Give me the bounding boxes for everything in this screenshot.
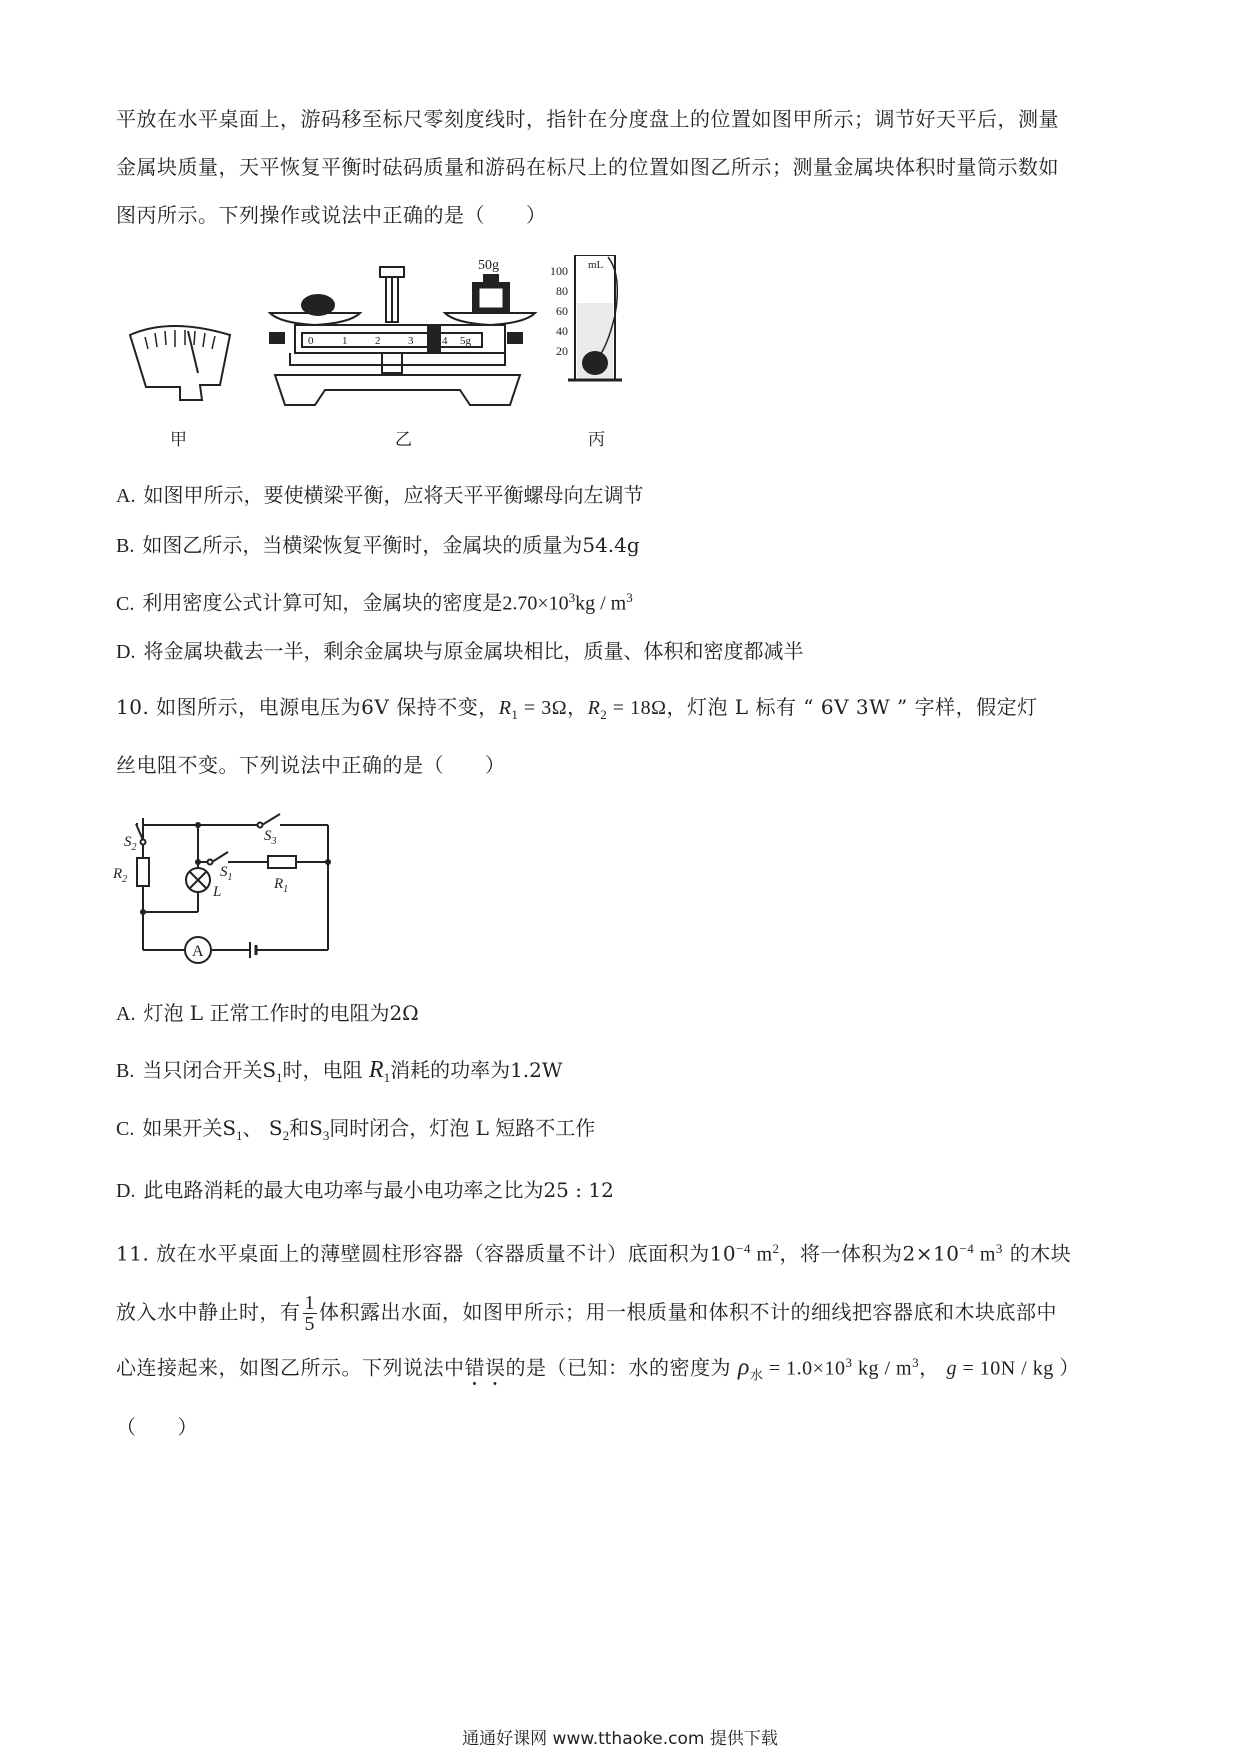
q11-l3-exp2: 3 bbox=[912, 1355, 920, 1370]
q10-r2-val: = 18Ω bbox=[607, 697, 667, 719]
q11-l1c: ，将一体积为2×10 bbox=[779, 1241, 960, 1266]
q11-line-4: （ ） bbox=[116, 1415, 198, 1439]
q10-option-a-text: 灯泡 L 正常工作时的电阻为2Ω bbox=[143, 1001, 419, 1025]
q9-option-d-text: 将金属块截去一半，剩余金属块与原金属块相比，质量、体积和密度都减半 bbox=[143, 639, 804, 663]
q10-option-b-r: R bbox=[368, 1057, 384, 1083]
fraction-one-fifth bbox=[303, 1293, 318, 1334]
q11-l1d: m bbox=[974, 1243, 996, 1266]
q10-option-c: C. 如果开关$S_1$、 $S_2$和$S_3$同时闭合，灯泡 L 短路不工作 bbox=[116, 1116, 596, 1143]
q10-option-b-pre: 当只闭合开关S bbox=[142, 1058, 277, 1082]
q9-option-a-text: 如图甲所示，要使横梁平衡，应将天平平衡螺母向左调节 bbox=[143, 483, 644, 507]
graduated-cylinder bbox=[568, 255, 622, 380]
q9-option-c: C. 利用密度公式计算可知，金属块的密度是$2.70\times 10^3kg / m^3$ bbox=[116, 590, 633, 615]
q11-l1a: 11. 放在水平桌面上的薄壁圆柱形容器（容器质量不计）底面积为10 bbox=[116, 1241, 737, 1266]
q11-error-emphasis: 错误 bbox=[464, 1355, 506, 1380]
q11-l3-exp: 3 bbox=[845, 1355, 853, 1370]
q11-l1e: 的木块 bbox=[1002, 1241, 1072, 1266]
q9-option-a: A. 如图甲所示，要使横梁平衡，应将天平平衡螺母向左调节 bbox=[116, 483, 644, 507]
q11-exp3: −4 bbox=[959, 1241, 975, 1256]
caption-bing: 丙 bbox=[588, 430, 605, 450]
q10-option-c-mid1: 、 S bbox=[242, 1116, 283, 1140]
q10-r1-sub: 1 bbox=[511, 707, 519, 722]
density-unit: kg / m bbox=[575, 592, 627, 615]
q11-l3e: ， bbox=[919, 1355, 947, 1380]
q10-option-b-mid: 时，电阻 bbox=[282, 1058, 369, 1082]
weight-label: 50g bbox=[478, 258, 499, 273]
label-s3: $S_3$ bbox=[264, 828, 277, 847]
label-r1: $R_1$ bbox=[274, 876, 289, 895]
q11-l1b: m bbox=[750, 1243, 773, 1266]
label-r2: $R_2$ bbox=[113, 866, 128, 885]
q10-option-c-mid2: 和S bbox=[289, 1116, 323, 1140]
scale-tick-4: 4 bbox=[442, 335, 448, 347]
q11-l3d: kg / m bbox=[852, 1357, 913, 1380]
page-footer: 通通好课网 www.tthaoke.com 提供下载 bbox=[462, 1729, 778, 1749]
scale-tick-3: 3 bbox=[408, 335, 414, 347]
q9-option-b: B. 如图乙所示，当横梁恢复平衡时，金属块的质量为54.4g bbox=[116, 533, 640, 557]
q11-l2b: 体积露出水面，如图甲所示；用一根质量和体积不计的细线把容器底和木块底部中 bbox=[319, 1300, 1057, 1324]
scale-tick-2: 2 bbox=[375, 335, 381, 347]
q9-option-c-text: 利用密度公式计算可知，金属块的密度是 bbox=[142, 590, 503, 615]
q11-l3f: = 10N / kg ） bbox=[956, 1357, 1080, 1380]
q9-line-1: 平放在水平桌面上，游码移至标尺零刻度线时，指针在分度盘上的位置如图甲所示；调节好天平后，测量 bbox=[116, 107, 1059, 131]
q11-exp2: 2 bbox=[772, 1241, 780, 1256]
q10-r2-sub: 2 bbox=[600, 707, 608, 722]
q10-option-b-sub: 1 bbox=[276, 1070, 283, 1085]
density-unit-exp: 3 bbox=[626, 590, 633, 605]
q10-r1-val: = 3Ω bbox=[518, 697, 568, 719]
fraction-den: 5 bbox=[304, 1313, 315, 1335]
q10-line-2: 丝电阻不变。下列说法中正确的是（ ） bbox=[116, 753, 506, 777]
q11-exp4: 3 bbox=[995, 1241, 1003, 1256]
q11-l3a: 心连接起来，如图乙所示。下列说法中 bbox=[116, 1355, 465, 1380]
density-value: 2.70×10 bbox=[502, 592, 569, 615]
q11-line-1 bbox=[116, 1234, 1071, 1270]
q10-option-d: D. 此电路消耗的最大电功率与最小电功率之比为25 : 12 bbox=[116, 1178, 614, 1202]
q11-line-3 bbox=[116, 1348, 1080, 1392]
q11-l3c: = 1.0×10 bbox=[763, 1357, 846, 1380]
caption-jia: 甲 bbox=[170, 430, 187, 450]
q10-option-c-post: 同时闭合，灯泡 L 短路不工作 bbox=[329, 1116, 596, 1140]
scale-tick-0: 0 bbox=[308, 335, 314, 347]
balance-figure bbox=[110, 255, 730, 460]
q11-rho-sub: 水 bbox=[749, 1368, 764, 1384]
q10-option-b: B. 当只闭合开关$S_1$时，电阻 $R_1$消耗的功率为1.2W bbox=[116, 1057, 563, 1085]
q10-option-c-sub2: 2 bbox=[282, 1128, 290, 1143]
q10-r2: R bbox=[587, 697, 601, 719]
label-s1: $S_1$ bbox=[220, 864, 233, 883]
cyl-mark-80: 80 bbox=[556, 284, 568, 298]
q9-line-2: 金属块质量，天平恢复平衡时砝码质量和游码在标尺上的位置如图乙所示；测量金属块体积时量筒示数如 bbox=[116, 155, 1059, 179]
q9-line-3: 图丙所示。下列操作或说法中正确的是（ ） bbox=[116, 203, 547, 227]
q10-option-d-text: 此电路消耗的最大电功率与最小电功率之比为25 : 12 bbox=[143, 1178, 614, 1202]
cyl-unit: mL bbox=[588, 259, 604, 271]
q10-r1: R bbox=[498, 697, 512, 719]
q11-rho: ρ bbox=[737, 1354, 750, 1381]
q10-option-b-rsub: 1 bbox=[383, 1070, 391, 1085]
circuit-diagram bbox=[108, 810, 368, 980]
q10-line-1a: 10. 如图所示，电源电压为6V 保持不变， bbox=[116, 695, 499, 719]
q10-line-1b: ，灯泡 L 标有 “ 6V 3W ” 字样，假定灯 bbox=[666, 695, 1038, 719]
q10-option-a: A. 灯泡 L 正常工作时的电阻为2Ω bbox=[116, 1001, 419, 1025]
dial-figure bbox=[130, 326, 230, 400]
q11-exp1: −4 bbox=[736, 1241, 751, 1256]
cyl-mark-40: 40 bbox=[556, 324, 568, 338]
label-lamp: L bbox=[213, 884, 222, 900]
caption-yi: 乙 bbox=[395, 430, 412, 450]
cyl-mark-100: 100 bbox=[550, 264, 568, 278]
q10-option-c-sub1: 1 bbox=[236, 1128, 243, 1143]
q11-line-2 bbox=[116, 1293, 1057, 1334]
fraction-num: 1 bbox=[304, 1292, 315, 1314]
cyl-mark-60: 60 bbox=[556, 304, 568, 318]
q11-l3b: 的是（已知：水的密度为 bbox=[505, 1355, 738, 1380]
q11-g: g bbox=[946, 1357, 957, 1380]
cyl-mark-20: 20 bbox=[556, 344, 568, 358]
label-s2: $S_2$ bbox=[124, 834, 137, 853]
q10-line-1: 10. 如图所示，电源电压为6V 保持不变，$R_1 = 3\Omega$，$R_2 = 18\Omega$，灯泡 L 标有 “ 6V 3W ” 字样，假定灯 bbox=[116, 695, 1038, 722]
scale-tick-1: 1 bbox=[342, 335, 348, 347]
scale-tick-5: 5g bbox=[460, 335, 471, 347]
q10-option-b-post: 消耗的功率为1.2W bbox=[390, 1058, 563, 1082]
q11-l2a: 放入水中静止时，有 bbox=[116, 1300, 301, 1324]
ammeter-label: A bbox=[192, 943, 204, 960]
q10-option-c-pre: 如果开关S bbox=[142, 1116, 237, 1140]
q9-option-d: D. 将金属块截去一半，剩余金属块与原金属块相比，质量、体积和密度都减半 bbox=[116, 639, 804, 663]
density-exp: 3 bbox=[568, 590, 576, 605]
q10-option-c-sub3: 3 bbox=[322, 1128, 330, 1143]
q9-option-b-text: 如图乙所示，当横梁恢复平衡时，金属块的质量为54.4g bbox=[142, 533, 640, 557]
